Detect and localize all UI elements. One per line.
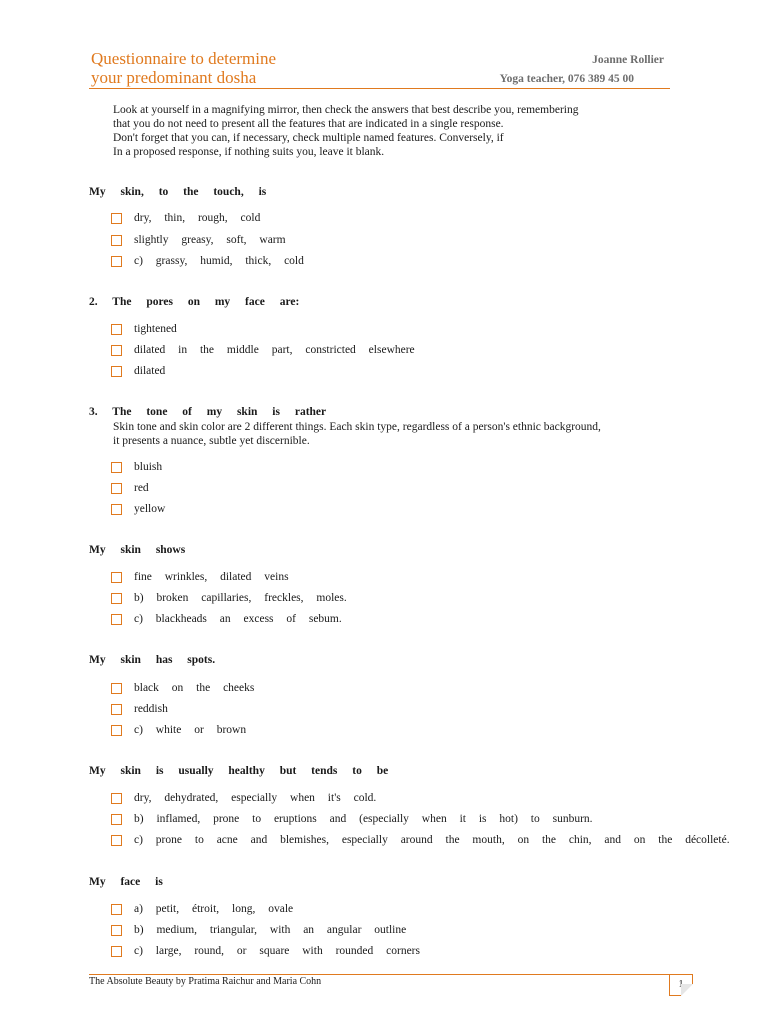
answer-checkbox[interactable] <box>111 925 122 936</box>
answer-text: dry, thin, rough, cold <box>134 212 261 224</box>
footer-divider <box>89 974 669 975</box>
question-label: My skin shows <box>89 544 186 556</box>
question-note <box>113 420 601 448</box>
answer-checkbox[interactable] <box>111 345 122 356</box>
intro-line: that you do not need to present all the features that are indicated in a single response. <box>113 118 504 130</box>
answer-text: yellow <box>134 503 166 515</box>
answer-checkbox[interactable] <box>111 904 122 915</box>
answer-checkbox[interactable] <box>111 683 122 694</box>
header-divider <box>89 88 670 89</box>
title-line-1: Questionnaire to determine <box>91 49 277 68</box>
author-contact: Yoga teacher, 076 389 45 00 <box>499 73 634 85</box>
intro-line: In a proposed response, if nothing suits you, leave it blank. <box>113 146 385 158</box>
answer-checkbox[interactable] <box>111 704 122 715</box>
answer-text: dilated in the middle part, constricted elsewhere <box>134 344 415 356</box>
answer-checkbox[interactable] <box>111 256 122 267</box>
title-line-2: your predominant dosha <box>91 68 257 87</box>
answer-text: c) blackheads an excess of sebum. <box>134 613 342 625</box>
answer-text: a) petit, étroit, long, ovale <box>134 903 294 915</box>
answer-text: c) prone to acne and blemishes, especially around the mouth, on the chin, and on the décolleté. <box>134 834 730 846</box>
answer-checkbox[interactable] <box>111 725 122 736</box>
question-label: My skin has spots. <box>89 654 216 666</box>
answer-text: red <box>134 482 149 494</box>
answer-checkbox[interactable] <box>111 814 122 825</box>
page-number: 1 <box>669 974 693 996</box>
document-title <box>91 49 276 87</box>
answer-checkbox[interactable] <box>111 366 122 377</box>
answer-text: dilated <box>134 365 166 377</box>
footer-credit: The Absolute Beauty by Pratima Raichur and Maria Cohn <box>89 976 322 987</box>
answer-text: c) white or brown <box>134 724 247 736</box>
answer-text: slightly greasy, soft, warm <box>134 234 286 246</box>
question-note-line: it presents a nuance, subtle yet discernible. <box>113 435 310 447</box>
intro-line: Don't forget that you can, if necessary, check multiple named features. Conversely, if <box>113 132 504 144</box>
answer-checkbox[interactable] <box>111 213 122 224</box>
intro-paragraph <box>113 103 673 159</box>
answer-checkbox[interactable] <box>111 504 122 515</box>
answer-text: dry, dehydrated, especially when it's cold. <box>134 792 377 804</box>
answer-text: b) medium, triangular, with an angular outline <box>134 924 407 936</box>
answer-text: reddish <box>134 703 168 715</box>
question-label: My skin, to the touch, is <box>89 186 267 198</box>
answer-text: c) grassy, humid, thick, cold <box>134 255 304 267</box>
answer-checkbox[interactable] <box>111 324 122 335</box>
answer-checkbox[interactable] <box>111 235 122 246</box>
question-label: 3. The tone of my skin is rather <box>89 406 327 418</box>
answer-text: b) broken capillaries, freckles, moles. <box>134 592 347 604</box>
author-name: Joanne Rollier <box>592 54 664 66</box>
answer-text: fine wrinkles, dilated veins <box>134 571 289 583</box>
answer-text: b) inflamed, prone to eruptions and (especially when it is hot) to sunburn. <box>134 813 593 825</box>
question-label: 2. The pores on my face are: <box>89 296 300 308</box>
answer-checkbox[interactable] <box>111 462 122 473</box>
question-label: My face is <box>89 876 163 888</box>
answer-text: c) large, round, or square with rounded corners <box>134 945 420 957</box>
intro-line: Look at yourself in a magnifying mirror, then check the answers that best describe you, remembering <box>113 104 579 116</box>
answer-checkbox[interactable] <box>111 483 122 494</box>
answer-checkbox[interactable] <box>111 793 122 804</box>
answer-checkbox[interactable] <box>111 835 122 846</box>
answer-text: black on the cheeks <box>134 682 255 694</box>
answer-checkbox[interactable] <box>111 946 122 957</box>
question-note-line: Skin tone and skin color are 2 different things. Each skin type, regardless of a person's ethnic background, <box>113 421 601 433</box>
answer-checkbox[interactable] <box>111 614 122 625</box>
answer-checkbox[interactable] <box>111 593 122 604</box>
answer-checkbox[interactable] <box>111 572 122 583</box>
answer-text: bluish <box>134 461 163 473</box>
question-label: My skin is usually healthy but tends to be <box>89 765 389 777</box>
answer-text: tightened <box>134 323 177 335</box>
